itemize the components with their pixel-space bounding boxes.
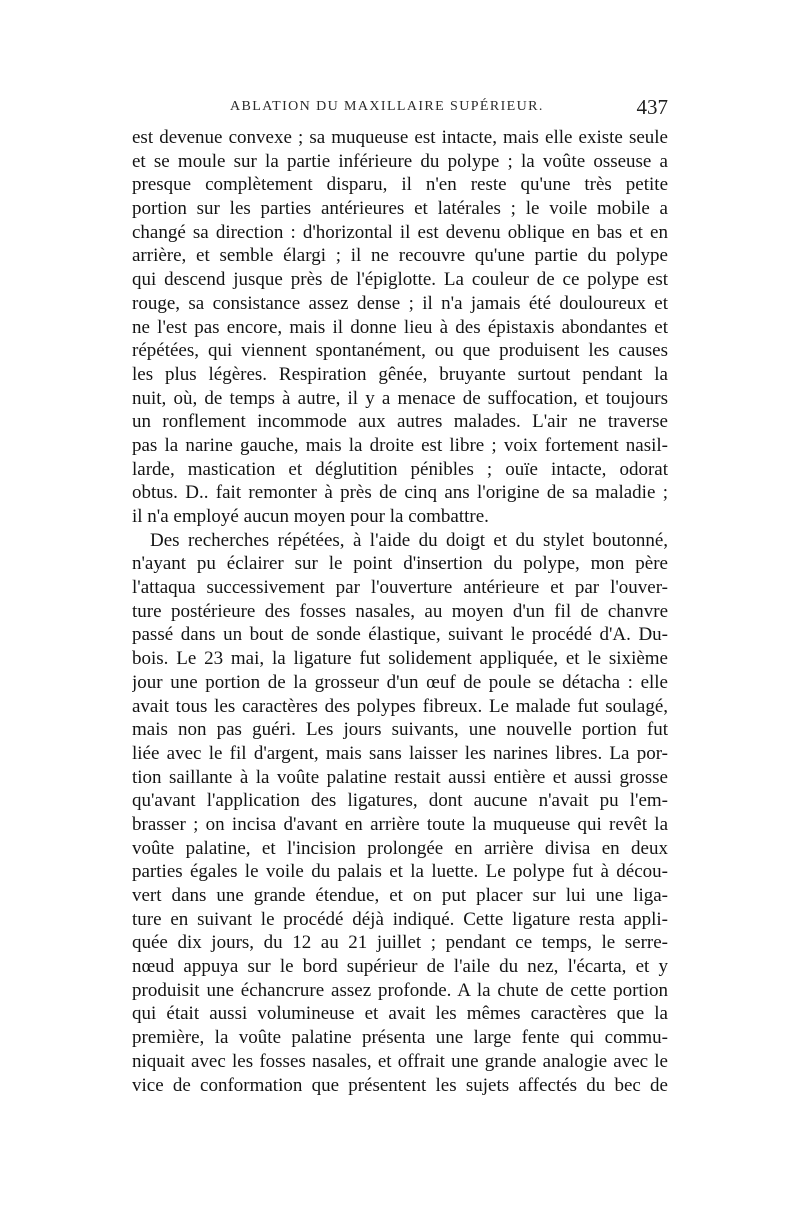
text-line: vice de conformation que présentent les sujets affectés du bec de	[132, 1074, 668, 1096]
text-line: pas la narine gauche, mais la droite est libre ; voix fortement nasil-	[132, 434, 668, 456]
text-line: portion sur les parties antérieures et latérales ; le voile mobile a	[132, 198, 668, 220]
text-line: presque complètement disparu, il n'en reste qu'une très petite	[132, 174, 668, 196]
text-line: vert dans une grande étendue, et on put placer sur lui une liga-	[132, 885, 668, 906]
text-line: produisit une échancrure assez profonde. A la chute de cette portion	[132, 979, 668, 1001]
text-line: les plus légères. Respiration gênée, bruyante surtout pendant la	[132, 363, 668, 385]
text-line: qui descend jusque près de l'épiglotte. La couleur de ce polype est	[132, 269, 668, 291]
text-line: larde, mastication et déglutition pénibles ; ouïe intacte, odorat	[132, 458, 668, 480]
text-line: nuit, où, de temps à autre, il y a menace de suffocation, et toujours	[132, 387, 668, 409]
text-line: mais non pas guéri. Les jours suivants, une nouvelle portion fut	[132, 719, 668, 741]
text-line: voûte palatine, et l'incision prolongée en arrière divisa en deux	[132, 837, 668, 859]
text-line: liée avec le fil d'argent, mais sans laisser les narines libres. La por-	[132, 742, 668, 764]
text-line: rouge, sa consistance assez dense ; il n'a jamais été douloureux et	[132, 292, 668, 314]
text-line: brasser ; on incisa d'avant en arrière toute la muqueuse qui revêt la	[132, 813, 668, 835]
text-line: niquait avec les fosses nasales, et offrait une grande analogie avec le	[132, 1050, 668, 1072]
text-line: nœud appuya sur le bord supérieur de l'aile du nez, l'écarta, et y	[132, 956, 668, 978]
text-line: n'ayant pu éclairer sur le point d'insertion du polype, mon père	[132, 553, 668, 575]
page-number: 437	[636, 95, 668, 119]
text-line: passé dans un bout de sonde élastique, suivant le procédé d'A. Du-	[132, 624, 668, 646]
text-line: ne l'est pas encore, mais il donne lieu à des épistaxis abondantes et	[132, 316, 668, 338]
text-line: changé sa direction : d'horizontal il est devenu oblique en bas et en	[132, 221, 668, 243]
text-line: première, la voûte palatine présenta une large fente qui commu-	[132, 1027, 668, 1049]
text-line: avait tous les caractères des polypes fibreux. Le malade fut soulagé,	[132, 695, 668, 717]
text-line: arrière, et semble élargi ; il ne recouvre qu'une partie du polype	[132, 245, 668, 267]
text-line: répétées, qui viennent spontanément, ou que produisent les causes	[132, 340, 668, 362]
text-line: jour une portion de la grosseur d'un œuf de poule se détacha : elle	[132, 671, 668, 693]
text-line: et se moule sur la partie inférieure du polype ; la voûte osseuse a	[132, 150, 668, 172]
text-line: tion saillante à la voûte palatine restait aussi entière et aussi grosse	[132, 766, 668, 788]
text-line: est devenue convexe ; sa muqueuse est intacte, mais elle existe seule	[132, 127, 668, 148]
running-head	[132, 95, 668, 123]
text-line: bois. Le 23 mai, la ligature fut solidement appliquée, et le sixième	[132, 648, 668, 670]
text-line: parties égales le voile du palais et la luette. Le polype fut à décou-	[132, 861, 668, 883]
text-line: obtus. D.. fait remonter à près de cinq ans l'origine de sa maladie ;	[132, 482, 668, 504]
text-line: qui était aussi volumineuse et avait les mêmes caractères que la	[132, 1003, 668, 1025]
body-text	[132, 126, 668, 1097]
text-line: l'attaqua successivement par l'ouverture antérieure et par l'ouver-	[132, 577, 668, 599]
paragraph-start-line: Des recherches répétées, à l'aide du doigt et du stylet boutonné,	[150, 529, 668, 551]
paragraph-end-line: il n'a employé aucun moyen pour la combattre.	[132, 506, 489, 527]
text-line: qu'avant l'application des ligatures, dont aucune n'avait pu l'em-	[132, 790, 668, 812]
text-line: ture postérieure des fosses nasales, au moyen d'un fil de chanvre	[132, 600, 668, 622]
running-title: ABLATION DU MAXILLAIRE SUPÉRIEUR.	[230, 99, 544, 114]
text-line: un ronflement incommode aux autres malades. L'air ne traverse	[132, 411, 668, 433]
text-line: ture en suivant le procédé déjà indiqué. Cette ligature resta appli-	[132, 908, 668, 930]
text-line: quée dix jours, du 12 au 21 juillet ; pendant ce temps, le serre-	[132, 932, 668, 954]
